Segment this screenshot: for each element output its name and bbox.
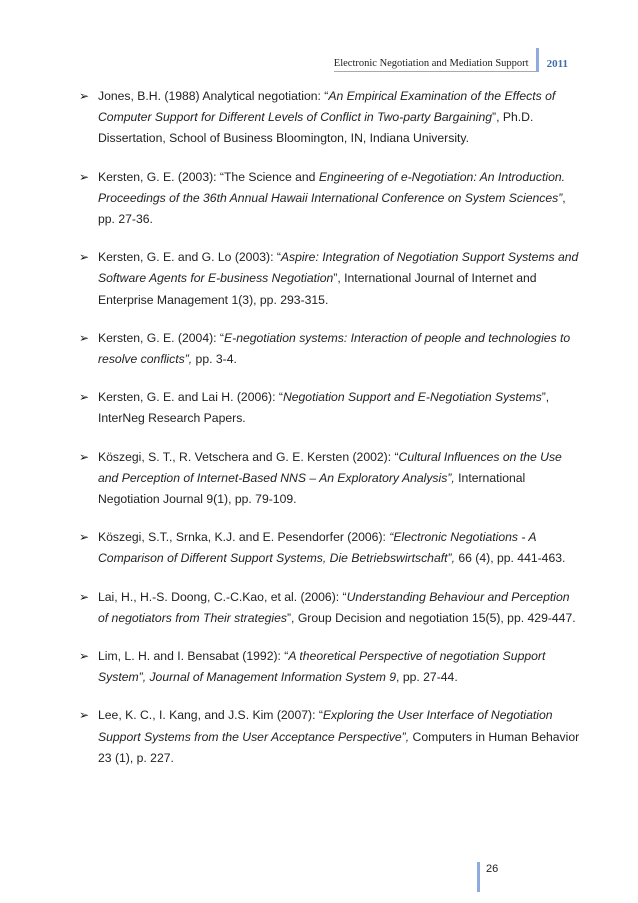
reference-prefix: Köszegi, S. T., R. Vetschera and G. E. Kersten (2002): “ (98, 449, 399, 464)
reference-item (80, 705, 580, 769)
arrowhead-bullet-icon: ➢ (79, 649, 90, 664)
reference-suffix: Computers in Human Behavior 23 (1), p. 227. (98, 729, 580, 765)
arrowhead-bullet-icon: ➢ (79, 250, 90, 265)
reference-title: Aspire: Integration of Negotiation Support Systems and Software Agents for E-business Negotiation (98, 250, 579, 286)
reference-title: Exploring the User Interface of Negotiation Support Systems from the User Acceptance Perspective”, (98, 708, 553, 744)
reference-suffix: , pp. 27-44. (396, 670, 458, 685)
reference-suffix: ”, Ph.D. Dissertation, School of Business Bloomington, IN, Indiana University. (98, 110, 534, 146)
reference-suffix: ”, InterNeg Research Papers. (98, 390, 550, 426)
arrowhead-bullet-icon: ➢ (79, 708, 90, 723)
reference-list (80, 86, 580, 786)
reference-prefix: Kersten, G. E. (2004): “ (98, 330, 224, 345)
arrowhead-bullet-icon: ➢ (79, 530, 90, 545)
reference-prefix: Jones, B.H. (1988) Analytical negotiation: “ (98, 89, 329, 103)
reference-prefix: Lim, L. H. and I. Bensabat (1992): “ (98, 649, 289, 664)
page-header (334, 48, 568, 72)
reference-suffix: 66 (4), pp. 441-463. (454, 551, 566, 566)
reference-suffix: pp. 3-4. (192, 352, 237, 367)
reference-suffix: , pp. 27-36. (98, 190, 566, 227)
arrowhead-bullet-icon: ➢ (79, 169, 90, 184)
reference-item (80, 447, 580, 511)
reference-title: “Electronic Negotiations - A Comparison of Different Support Systems, Die Betriebswirtschaft”, (98, 530, 537, 566)
reference-prefix: Köszegi, S.T., Srnka, K.J. and E. Pesendorfer (2006): (98, 530, 390, 545)
reference-item (80, 527, 580, 569)
arrowhead-bullet-icon: ➢ (79, 449, 90, 464)
arrowhead-bullet-icon: ➢ (79, 89, 90, 103)
reference-title: Negotiation Support and E-Negotiation Systems (282, 390, 542, 405)
reference-suffix: International Negotiation Journal 9(1), pp. 79-109. (98, 470, 526, 507)
reference-prefix: Lai, H., H.-S. Doong, C.-C.Kao, et al. (2006): “ (98, 589, 347, 604)
reference-suffix: ”, Group Decision and negotiation 15(5), pp. 429-447. (287, 610, 576, 625)
header-title: Electronic Negotiation and Mediation Support (334, 58, 536, 72)
reference-item (80, 646, 580, 688)
reference-title: E-negotiation systems: Interaction of people and technologies to resolve conflicts”, (98, 330, 571, 367)
page-number: 26 (477, 862, 498, 892)
reference-title: An Empirical Examination of the Effects of Computer Support for Different Levels of Conflict in Two-party Bargaining (98, 89, 556, 125)
reference-title: Cultural Influences on the Use and Perception of Internet-Based NNS – An Exploratory Analysis”, (98, 449, 562, 485)
reference-item (80, 167, 580, 231)
arrowhead-bullet-icon: ➢ (79, 390, 90, 405)
arrowhead-bullet-icon: ➢ (79, 330, 90, 345)
reference-prefix: Kersten, G. E. and Lai H. (2006): “ (98, 390, 283, 405)
reference-prefix: Lee, K. C., I. Kang, and J.S. Kim (2007): “ (98, 708, 323, 723)
reference-suffix: ”, International Journal of Internet and Enterprise Management 1(3), pp. 293-315. (98, 271, 537, 307)
reference-prefix: Kersten, G. E. and G. Lo (2003): “ (98, 250, 281, 265)
arrowhead-bullet-icon: ➢ (79, 589, 90, 604)
reference-title: Understanding Behaviour and Perception of negotiators from Their strategies (98, 589, 570, 625)
header-year: 2011 (546, 58, 568, 70)
reference-item (80, 247, 580, 311)
reference-item (80, 86, 580, 150)
reference-prefix: Kersten, G. E. (2003): “The Science and (98, 169, 319, 184)
reference-title: A theoretical Perspective of negotiation Support System”, Journal of Management Information System 9 (98, 649, 546, 685)
reference-item (80, 387, 580, 429)
reference-item (80, 328, 580, 370)
header-divider (536, 48, 539, 72)
reference-title: Engineering of e-Negotiation: An Introduction. Proceedings of the 36th Annual Hawaii International Conference on System Sciences” (98, 169, 566, 205)
reference-item (80, 587, 580, 629)
